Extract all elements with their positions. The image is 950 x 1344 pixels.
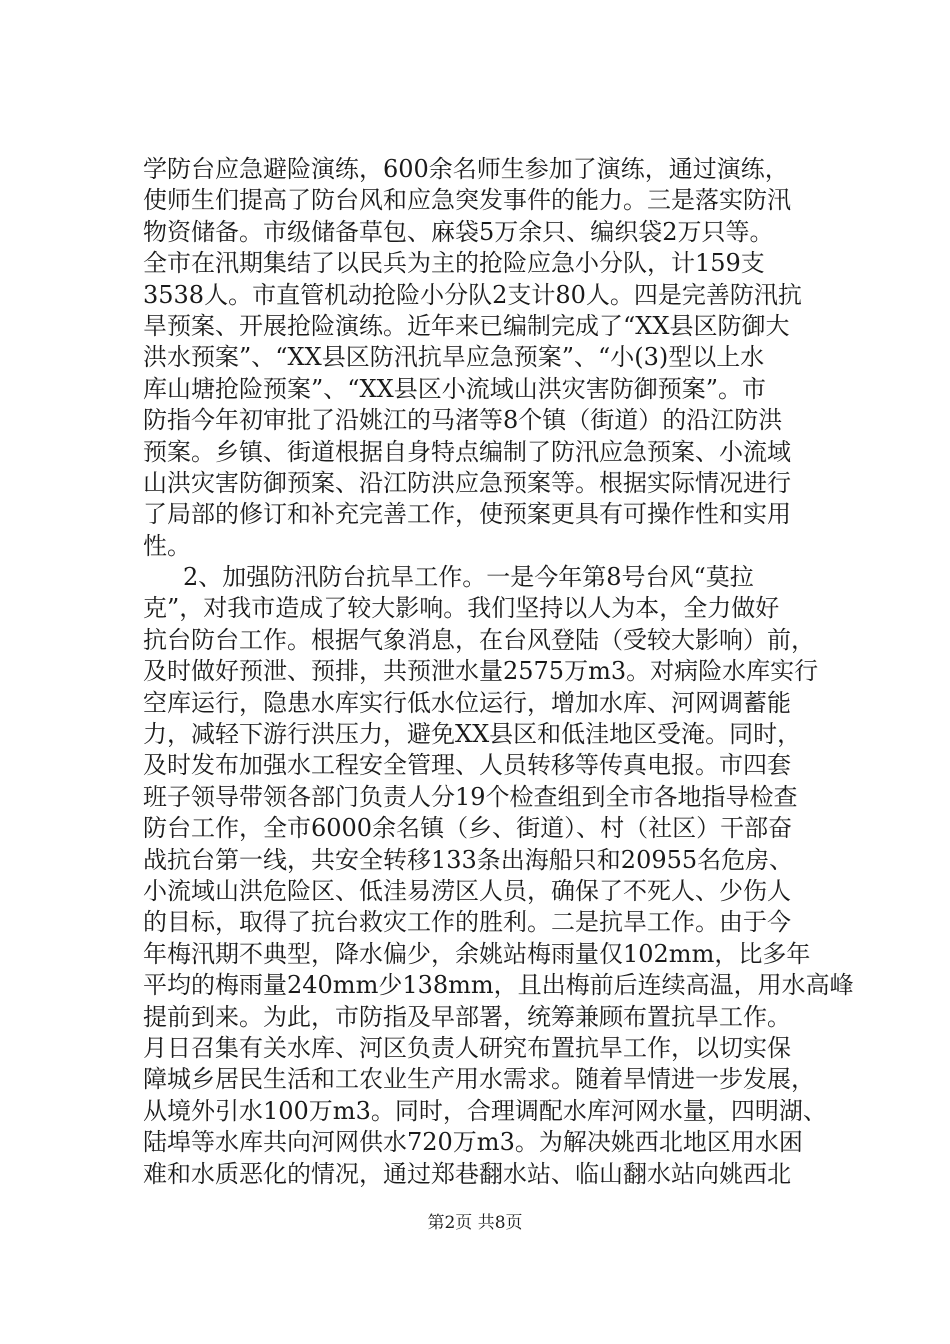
text-line: 性。 (143, 531, 191, 560)
text-line: 3538人。市直管机动抢险小分队2支计80人。四是完善防汛抗 (143, 280, 802, 309)
text-line: 战抗台第一线，共安全转移133条出海船只和20955名危房、 (143, 845, 794, 874)
text-line: 的目标，取得了抗台救灾工作的胜利。二是抗旱工作。由于今 (143, 908, 791, 937)
text-line: 防台工作，全市6000余名镇（乡、街道）、村（社区）干部奋 (143, 814, 793, 843)
text-line: 班子领导带领各部门负责人分19个检查组到全市各地指导检查 (143, 782, 798, 811)
text-line: 使师生们提高了防台风和应急突发事件的能力。三是落实防汛 (143, 186, 791, 215)
text-line: 抗台防台工作。根据气象消息，在台风登陆（受较大影响）前， (143, 625, 815, 654)
text-line: 库山塘抢险预案”、“XX县区小流域山洪灾害防御预案”。市 (143, 374, 766, 403)
text-line: 防指今年初审批了沿姚江的马渚等8个镇（街道）的沿江防洪 (143, 406, 783, 435)
text-line: 山洪灾害防御预案、沿江防洪应急预案等。根据实际情况进行 (143, 468, 791, 497)
text-line: 克”，对我市造成了较大影响。我们坚持以人为本，全力做好 (143, 594, 780, 623)
text-line: 平均的梅雨量240mm少138mm，且出梅前后连续高温，用水高峰 (143, 971, 854, 1000)
text-line: 障城乡居民生活和工农业生产用水需求。随着旱情进一步发展， (143, 1065, 815, 1094)
body-text (143, 154, 854, 1190)
text-line: 学防台应急避险演练，600余名师生参加了演练，通过演练， (143, 155, 789, 183)
text-line: 年梅汛期不典型，降水偏少，余姚站梅雨量仅102mm，比多年 (143, 939, 811, 968)
text-line: 全市在汛期集结了以民兵为主的抢险应急小分队，计159支 (143, 249, 765, 278)
text-line: 力，减轻下游行洪压力，避免XX县区和低洼地区受淹。同时， (143, 720, 802, 749)
text-line: 提前到来。为此，市防指及早部署，统筹兼顾布置抗旱工作。 (143, 1002, 791, 1031)
text-line: 及时发布加强水工程安全管理、人员转移等传真电报。市四套 (143, 751, 791, 780)
text-line: 物资储备。市级储备草包、麻袋5万余只、编织袋2万只等。 (143, 217, 774, 246)
text-line: 及时做好预泄、预排，共预泄水量2575万m3。对病险水库实行 (143, 657, 819, 686)
text-line: 旱预案、开展抢险演练。近年来已编制完成了“XX县区防御大 (143, 311, 790, 340)
text-line: 空库运行，隐患水库实行低水位运行，增加水库、河网调蓄能 (143, 688, 791, 717)
text-line: 预案。乡镇、街道根据自身特点编制了防汛应急预案、小流域 (143, 437, 791, 466)
paragraph-start-line: 2、加强防汛防台抗旱工作。一是今年第8号台风“莫拉 (183, 563, 754, 592)
text-line: 从境外引水100万m3。同时，合理调配水库河网水量，四明湖、 (143, 1096, 827, 1125)
text-line: 小流域山洪危险区、低洼易涝区人员，确保了不死人、少伤人 (143, 876, 791, 905)
page-number-label: 第2页 共8页 (427, 1213, 523, 1233)
text-line: 难和水质恶化的情况，通过郑巷翻水站、临山翻水站向姚西北 (143, 1159, 791, 1188)
text-line: 了局部的修订和补充完善工作，使预案更具有可操作性和实用 (143, 500, 791, 529)
text-line: 洪水预案”、“XX县区防汛抗旱应急预案”、“小(3)型以上水 (143, 343, 765, 372)
page-footer (0, 1208, 950, 1233)
text-line: 月日召集有关水库、河区负责人研究布置抗旱工作，以切实保 (143, 1033, 791, 1062)
text-line: 陆埠等水库共向河网供水720万m3。为解决姚西北地区用水困 (143, 1128, 803, 1157)
